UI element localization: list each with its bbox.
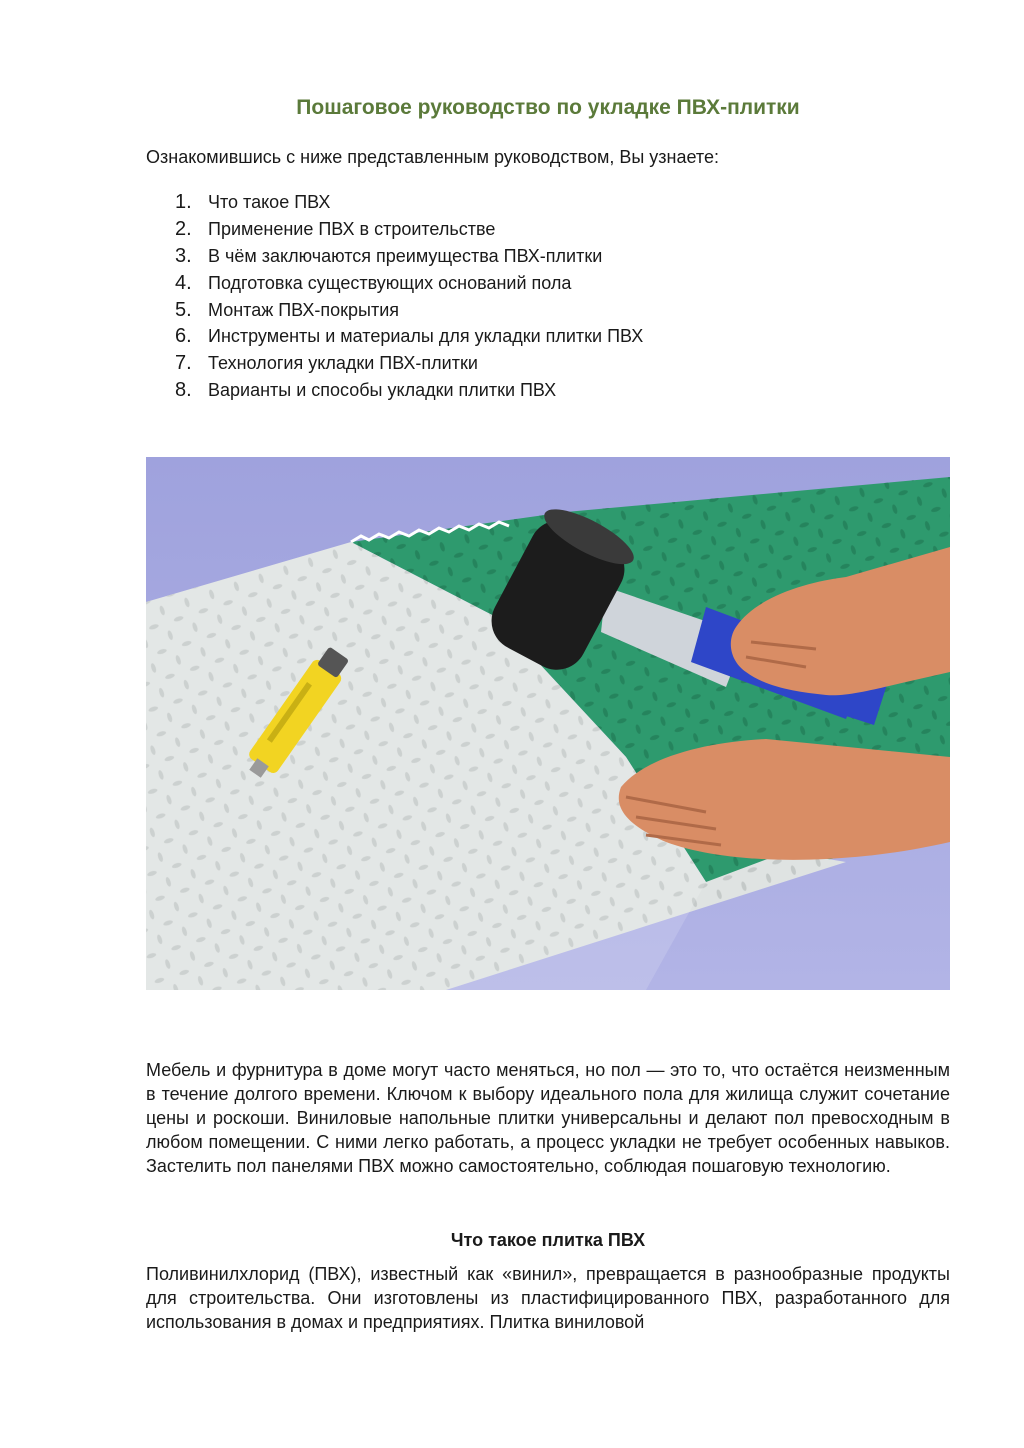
intro-text: Ознакомившись с ниже представленным руководством, Вы узнаете:	[146, 147, 719, 167]
toc-item: 1. Что такое ПВХ	[175, 191, 331, 213]
paragraph-pvc: Поливинилхлорид (ПВХ), известный как «винил», превращается в разнообразные продукты для строительства. Они изготовлены из пластифицированного ПВХ, разработанного для использования в домах и предприятиях. Плитка виниловой	[146, 1264, 950, 1332]
toc-item: 7. Технология укладки ПВХ-плитки	[175, 352, 478, 375]
tile-laying-photo	[146, 457, 950, 990]
toc-item: 8. Варианты и способы укладки плитки ПВХ	[175, 379, 557, 402]
toc-item: 2. Применение ПВХ в строительстве	[175, 217, 496, 240]
table-of-contents	[175, 189, 643, 404]
toc-item: 6. Инструменты и материалы для укладки плитки ПВХ	[175, 325, 644, 348]
toc-item: 4. Подготовка существующих оснований пола	[175, 271, 572, 294]
toc-item: 3. В чём заключаются преимущества ПВХ-плитки	[175, 244, 603, 267]
toc-item: 5. Монтаж ПВХ-покрытия	[175, 298, 400, 321]
page-title: Пошаговое руководство по укладке ПВХ-плитки	[296, 96, 800, 119]
paragraph-intro: Мебель и фурнитура в доме могут часто меняться, но пол — это то, что остаётся неизменным в течение долгого времени. Ключом к выбору идеального пола для жилища служит сочетание цены и роскоши. Виниловые напольные плитки универсальны и делают пол превосходным в любом помещении. С ними легко работать, а процесс укладки не требует особенных навыков. Застелить пол панелями ПВХ можно самостоятельно, соблюдая пошаговую технологию.	[146, 1060, 950, 1176]
section-heading: Что такое плитка ПВХ	[450, 1230, 646, 1250]
